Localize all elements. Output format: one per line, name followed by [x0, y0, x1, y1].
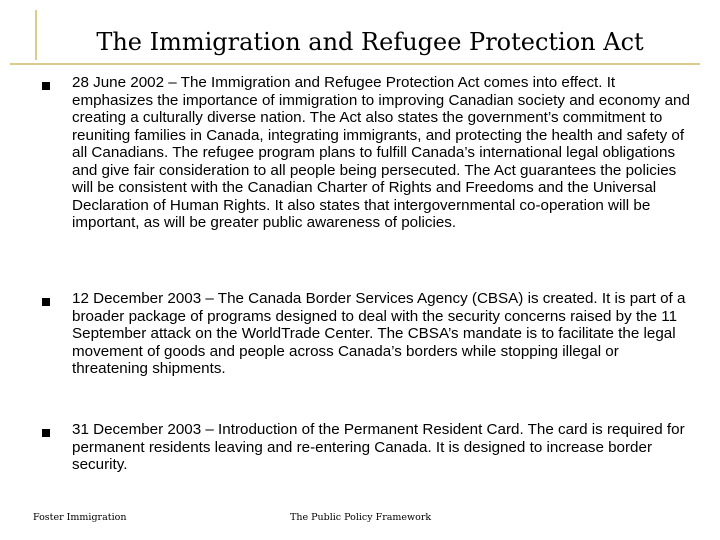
bullet-marker-2 [42, 298, 50, 306]
title-accent-horizontal-line [10, 63, 700, 65]
bullet-text-1: 28 June 2002 – The Immigration and Refugee Protection Act comes into effect. It emphasizes the importance of immigration to improving Canadian society and economy and creating a culturally diverse nation. The Act also states the government’s commitment to reuniting families in Canada, integrating immigrants, and protecting the health and safety of all Canadians. The refugee program plans to fulfill Canada’s international legal obligations and give fair consideration to all people being persecuted. The Act guarantees the policies will be consistent with the Canadian Charter of Rights and Freedoms and the Universal Declaration of Human Rights. It also states that intergovernmental co-operation will be important, as will be greater public awareness of policies. [72, 74, 690, 231]
bullet-text-3: 31 December 2003 – Introduction of the Permanent Resident Card. The card is required for permanent residents leaving and re-entering Canada. It is designed to increase border security. [72, 421, 685, 473]
bullet-marker-3 [42, 429, 50, 437]
slide-title: The Immigration and Refugee Protection Act [96, 28, 644, 56]
title-accent-vertical-line [35, 10, 37, 60]
footer-center: The Public Policy Framework [290, 512, 432, 523]
bullet-text-2: 12 December 2003 – The Canada Border Services Agency (CBSA) is created. It is part of a broader package of programs designed to deal with the security concerns raised by the 11 September attack on the WorldTrade Center. The CBSA’s mandate is to facilitate the legal movement of goods and people across Canada’s borders while stopping illegal or threatening shipments. [72, 290, 686, 377]
bullet-marker-1 [42, 82, 50, 90]
footer-left: Foster Immigration [33, 512, 127, 523]
